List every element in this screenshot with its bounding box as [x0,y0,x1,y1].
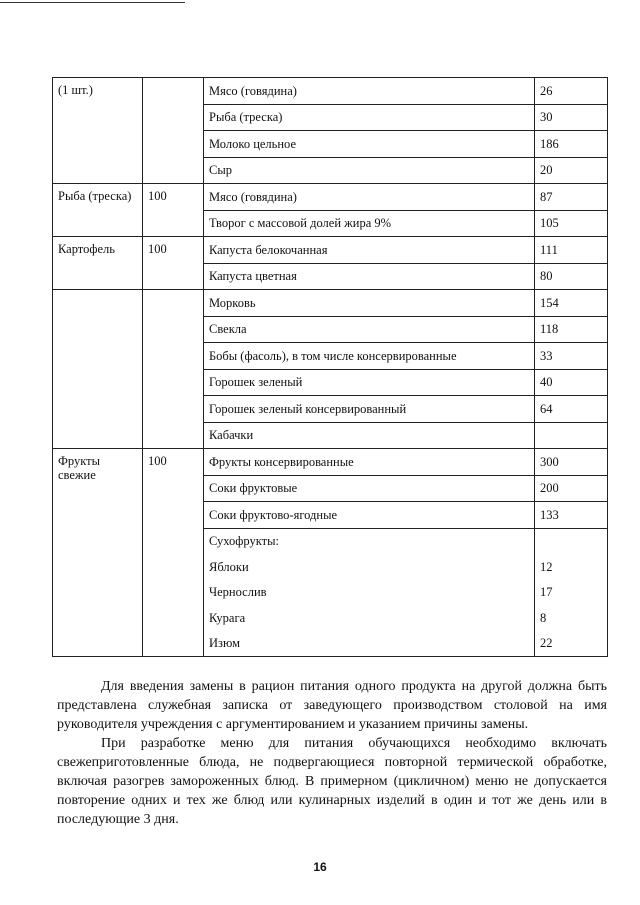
substitute-cell: Фрукты консервированные [204,449,535,476]
substitute-cell: Рыба (треска) [204,104,535,131]
value-cell [535,528,608,554]
food-cell: (1 шт.) [53,78,143,184]
substitute-cell: Мясо (говядина) [204,184,535,211]
value-cell: 133 [535,502,608,529]
table-row [53,449,608,476]
table-row [53,237,608,264]
value-cell: 300 [535,449,608,476]
value-cell: 118 [535,316,608,343]
value-cell [535,422,608,449]
food-cell: Картофель [53,237,143,290]
substitute-cell: Соки фруктовые [204,475,535,502]
substitute-cell: Морковь [204,290,535,317]
header-rule [0,2,185,3]
value-cell: 8 [535,605,608,631]
value-cell: 40 [535,369,608,396]
substitute-cell: Горошек зеленый [204,369,535,396]
food-cell: Фрукты свежие [53,449,143,657]
amount-cell: 100 [143,184,204,237]
food-cell [53,290,143,449]
substitute-cell: Капуста цветная [204,263,535,290]
substitute-cell: Творог с массовой долей жира 9% [204,210,535,237]
amount-cell [143,78,204,184]
value-cell: 186 [535,131,608,158]
substitute-cell: Бобы (фасоль), в том числе консервированные [204,343,535,370]
value-cell: 105 [535,210,608,237]
substitute-cell: Мясо (говядина) [204,78,535,105]
substitute-cell: Капуста белокочанная [204,237,535,264]
value-cell: 12 [535,554,608,580]
substitute-cell: Сыр [204,157,535,184]
food-cell: Рыба (треска) [53,184,143,237]
substitute-cell: Курага [204,605,535,631]
value-cell: 64 [535,396,608,423]
value-cell: 17 [535,580,608,606]
paragraph: При разработке меню для питания обучающихся необходимо включать свежеприготовленные блюда, не подвергающиеся повторной термической обработке, включая разогрев замороженных блюд. В примерном (цикличном) меню не допускается повторение одних и тех же блюд или кулинарных изделий в один и тот же день или в последующие 3 дня. [57,736,607,827]
value-cell: 80 [535,263,608,290]
substitute-cell: Соки фруктово-ягодные [204,502,535,529]
substitution-table [52,77,608,657]
table-row [53,78,608,105]
table-row [53,290,608,317]
value-cell: 20 [535,157,608,184]
value-cell: 26 [535,78,608,105]
amount-cell: 100 [143,449,204,657]
substitute-cell: Яблоки [204,554,535,580]
substitute-cell: Кабачки [204,422,535,449]
amount-cell: 100 [143,237,204,290]
paragraph: Для введения замены в рацион питания одного продукта на другой должна быть представлена служебная записка от заведующего производством столовой на имя руководителя учреждения с аргументированием и указанием причины замены. [57,679,607,732]
substitute-cell: Свекла [204,316,535,343]
page-number: 16 [313,860,327,874]
body-text [57,677,607,829]
substitute-cell: Изюм [204,631,535,657]
substitute-cell: Чернослив [204,580,535,606]
value-cell: 154 [535,290,608,317]
substitute-cell: Молоко цельное [204,131,535,158]
substitute-cell: Горошек зеленый консервированный [204,396,535,423]
value-cell: 111 [535,237,608,264]
value-cell: 200 [535,475,608,502]
substitute-cell: Сухофрукты: [204,528,535,554]
value-cell: 33 [535,343,608,370]
value-cell: 30 [535,104,608,131]
value-cell: 22 [535,631,608,657]
amount-cell [143,290,204,449]
value-cell: 87 [535,184,608,211]
table-row [53,184,608,211]
